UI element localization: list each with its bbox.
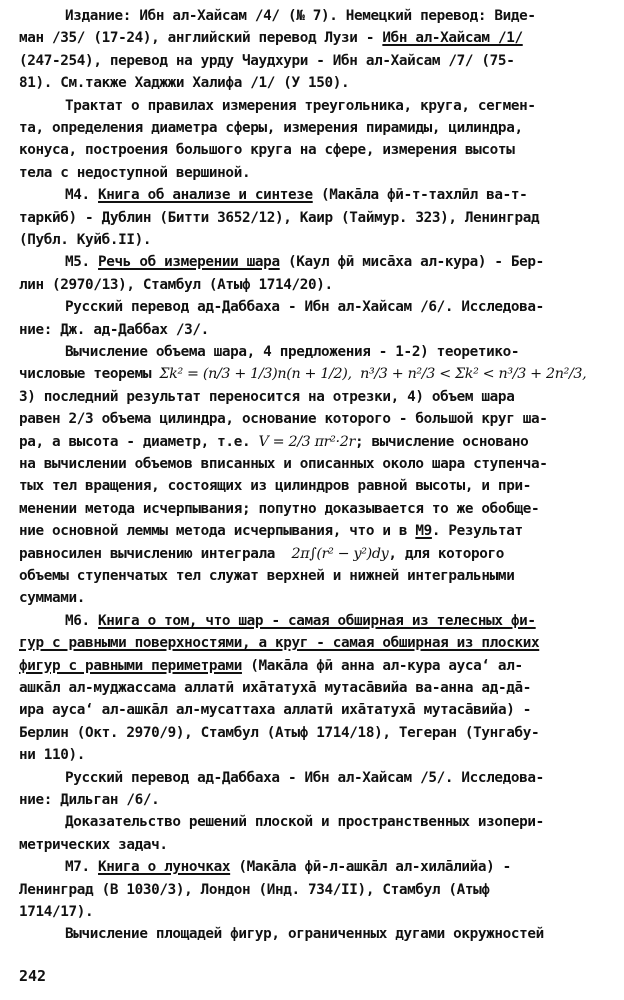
text-segment: суммами. bbox=[19, 590, 86, 607]
text-line bbox=[19, 163, 250, 183]
text-line bbox=[19, 409, 547, 429]
text-segment: конуса, построения большого круга на сфере, измерения высоты bbox=[19, 142, 515, 159]
text-segment: М5. bbox=[65, 254, 99, 271]
text-line bbox=[19, 432, 528, 452]
text-line bbox=[19, 51, 514, 71]
text-segment: (Макāла фӣ-т-тахлӣл ва-т- bbox=[312, 187, 528, 204]
text-segment: 3) последний результат переносится на отрезки, 4) объем шара bbox=[19, 388, 515, 405]
text-line bbox=[19, 700, 531, 720]
text-segment: Русский перевод ад-Даббаха - Ибн ал-Хайсам /6/. Исследова- bbox=[65, 299, 544, 316]
text-line bbox=[19, 633, 539, 653]
text-segment: ние: Дильган /6/. bbox=[19, 792, 160, 808]
text-segment: ни 110). bbox=[19, 747, 86, 764]
text-segment: М4. bbox=[65, 187, 99, 204]
text-segment: объемы ступенчатых тел служат верхней и нижней интегральными bbox=[19, 568, 515, 584]
text-line bbox=[19, 454, 547, 474]
text-line bbox=[19, 364, 586, 384]
text-line bbox=[19, 230, 151, 250]
text-segment: Вычисление площадей фигур, ограниченных дугами окружностей bbox=[65, 926, 544, 943]
text-line bbox=[19, 611, 536, 631]
text-segment: Издание: Ибн ал-Хайсам /4/ (№ 7). Немецкий перевод: Виде- bbox=[65, 8, 536, 24]
text-line bbox=[19, 28, 523, 48]
text-line bbox=[19, 656, 523, 676]
text-segment: тых тел вращения, состоящих из цилиндров равной высоты, и при- bbox=[19, 478, 531, 495]
text-segment: ашкāл ал-мудж‌ассама аллатӣ их‌āтатухā мутасāвийа ва-анна ад-дā- bbox=[19, 680, 531, 696]
text-segment: (Макāла фӣ-л-ашкāл ал-хилāлийа) - bbox=[230, 859, 511, 876]
handwritten-formula: V = 2/3 πr²·2r bbox=[258, 433, 355, 450]
text-segment: равносилен вычислению интеграла bbox=[19, 545, 292, 562]
text-segment: ние основной леммы метода исчерпывания, что и в bbox=[19, 523, 416, 540]
underlined-title: Книга о том, что шар - самая обширная из телесных фи- bbox=[98, 612, 536, 629]
text-line bbox=[19, 6, 536, 26]
text-segment: ира ауса‘ ал-ашкāл ал-мусаттаха аллатӣ их‌āтатухā мутасāвийа) - bbox=[19, 702, 531, 719]
text-segment: 1714/17). bbox=[19, 904, 94, 920]
text-line bbox=[19, 790, 159, 810]
text-segment: (Публ. Куйб.II). bbox=[19, 232, 152, 248]
underlined-title: фигур с равными периметрами bbox=[19, 657, 242, 674]
text-segment: Ленинград (В 1030/3), Лондон (Инд. 734/II), Стамбул (Атыф bbox=[19, 881, 490, 898]
text-segment: Трактат о правилах измерения треугольника, круга, сегмен- bbox=[65, 97, 536, 114]
handwritten-formula: 2π∫(r² − y²)dy bbox=[291, 545, 389, 562]
text-line bbox=[19, 723, 539, 743]
text-line bbox=[19, 835, 168, 855]
text-segment: Вычисление объема шара, 4 предложения - 1-2) теоретико- bbox=[65, 344, 520, 360]
text-line bbox=[19, 342, 519, 362]
text-line bbox=[19, 902, 93, 922]
underlined-title: Ибн ал-Хайсам /1/ bbox=[382, 30, 523, 47]
text-segment: метрических задач. bbox=[19, 836, 168, 853]
text-line bbox=[19, 544, 504, 564]
text-line bbox=[19, 476, 531, 496]
text-line bbox=[19, 857, 511, 877]
text-line bbox=[19, 924, 544, 944]
text-line bbox=[19, 745, 85, 765]
text-line bbox=[19, 588, 85, 608]
text-segment: (247-254), перевод на урду Чаудхури - Ибн ал-Хайсам /7/ (75- bbox=[19, 52, 515, 69]
text-segment: лин (2970/13), Стамбул (Атыф 1714/20). bbox=[19, 276, 333, 293]
text-segment: числовые теоремы bbox=[19, 366, 160, 383]
underlined-title: Книга о луночках bbox=[98, 859, 231, 876]
text-line bbox=[19, 297, 544, 317]
text-line bbox=[19, 320, 209, 340]
text-line bbox=[19, 812, 544, 832]
underlined-title: гур с равными поверхностями, а круг - самая обширная из плоских bbox=[19, 635, 540, 652]
handwritten-formula: Σk² = (n/3 + 1/3)n(n + 1/2), n³/3 + n²/3 < Σk² < n³/3 + 2n²/3, bbox=[159, 366, 587, 383]
underlined-title: Речь об измерении шара bbox=[98, 254, 280, 271]
text-line bbox=[19, 499, 539, 519]
text-line bbox=[19, 140, 514, 160]
underlined-title: Книга об анализе и синтезе bbox=[98, 187, 313, 204]
text-segment: , для которого bbox=[388, 545, 504, 562]
text-segment: ; вычисление основано bbox=[354, 433, 529, 450]
text-segment: ра, а высота - диаметр, т.е. bbox=[19, 433, 259, 450]
text-line bbox=[19, 880, 490, 900]
text-segment: ние: Дж. ад-Даббах /3/. bbox=[19, 321, 209, 338]
text-segment: Русский перевод ад-Даббаха - Ибн ал-Хайсам /5/. Исследова- bbox=[65, 769, 544, 786]
underlined-title: М9 bbox=[415, 523, 432, 540]
text-segment: тела с недоступной вершиной. bbox=[19, 164, 251, 181]
text-segment: ман /35/ (17-24), английский перевод Лузи - bbox=[19, 30, 383, 47]
text-segment: на вычислении объемов вписанных и описанных около шара ступенча- bbox=[19, 456, 548, 472]
text-line bbox=[19, 521, 523, 541]
text-segment: М6. bbox=[65, 612, 99, 629]
text-segment: Доказательство решений плоской и пространственных изопери- bbox=[65, 814, 544, 831]
text-line bbox=[19, 275, 333, 295]
text-segment: (Макāла фӣ анна ал-кура ауса‘ ал- bbox=[241, 657, 523, 674]
text-segment: таркӣб) - Дублин (Битти 3652/12), Каир (Таймур. 323), Ленинград bbox=[19, 209, 540, 226]
text-line bbox=[19, 208, 539, 228]
text-segment: та, определения диаметра сферы, измерения пирамиды, цилиндра, bbox=[19, 120, 523, 136]
text-line bbox=[19, 566, 514, 586]
text-line bbox=[19, 252, 544, 272]
text-segment: 81). См.также Хаджжи Халифа /1/ (У 150). bbox=[19, 75, 350, 92]
text-line bbox=[19, 118, 523, 138]
text-segment: менении метода исчерпывания; попутно доказывается то же обобще- bbox=[19, 500, 540, 517]
text-line bbox=[19, 73, 349, 93]
text-line bbox=[19, 96, 536, 116]
page-number: 242 bbox=[19, 967, 47, 985]
text-segment: Берлин (Окт. 2970/9), Стамбул (Атыф 1714/18), Тегеран (Тунгабу- bbox=[19, 724, 540, 741]
text-line bbox=[19, 185, 527, 205]
text-segment: (Каул фӣ мисāха ал-кура) - Бер- bbox=[279, 254, 544, 271]
text-line bbox=[19, 768, 544, 788]
text-segment: . Результат bbox=[431, 523, 523, 540]
text-segment: равен 2/3 объема цилиндра, основание которого - большой круг ша- bbox=[19, 411, 548, 428]
text-line bbox=[19, 678, 531, 698]
text-segment: М7. bbox=[65, 859, 99, 876]
text-line bbox=[19, 387, 514, 407]
